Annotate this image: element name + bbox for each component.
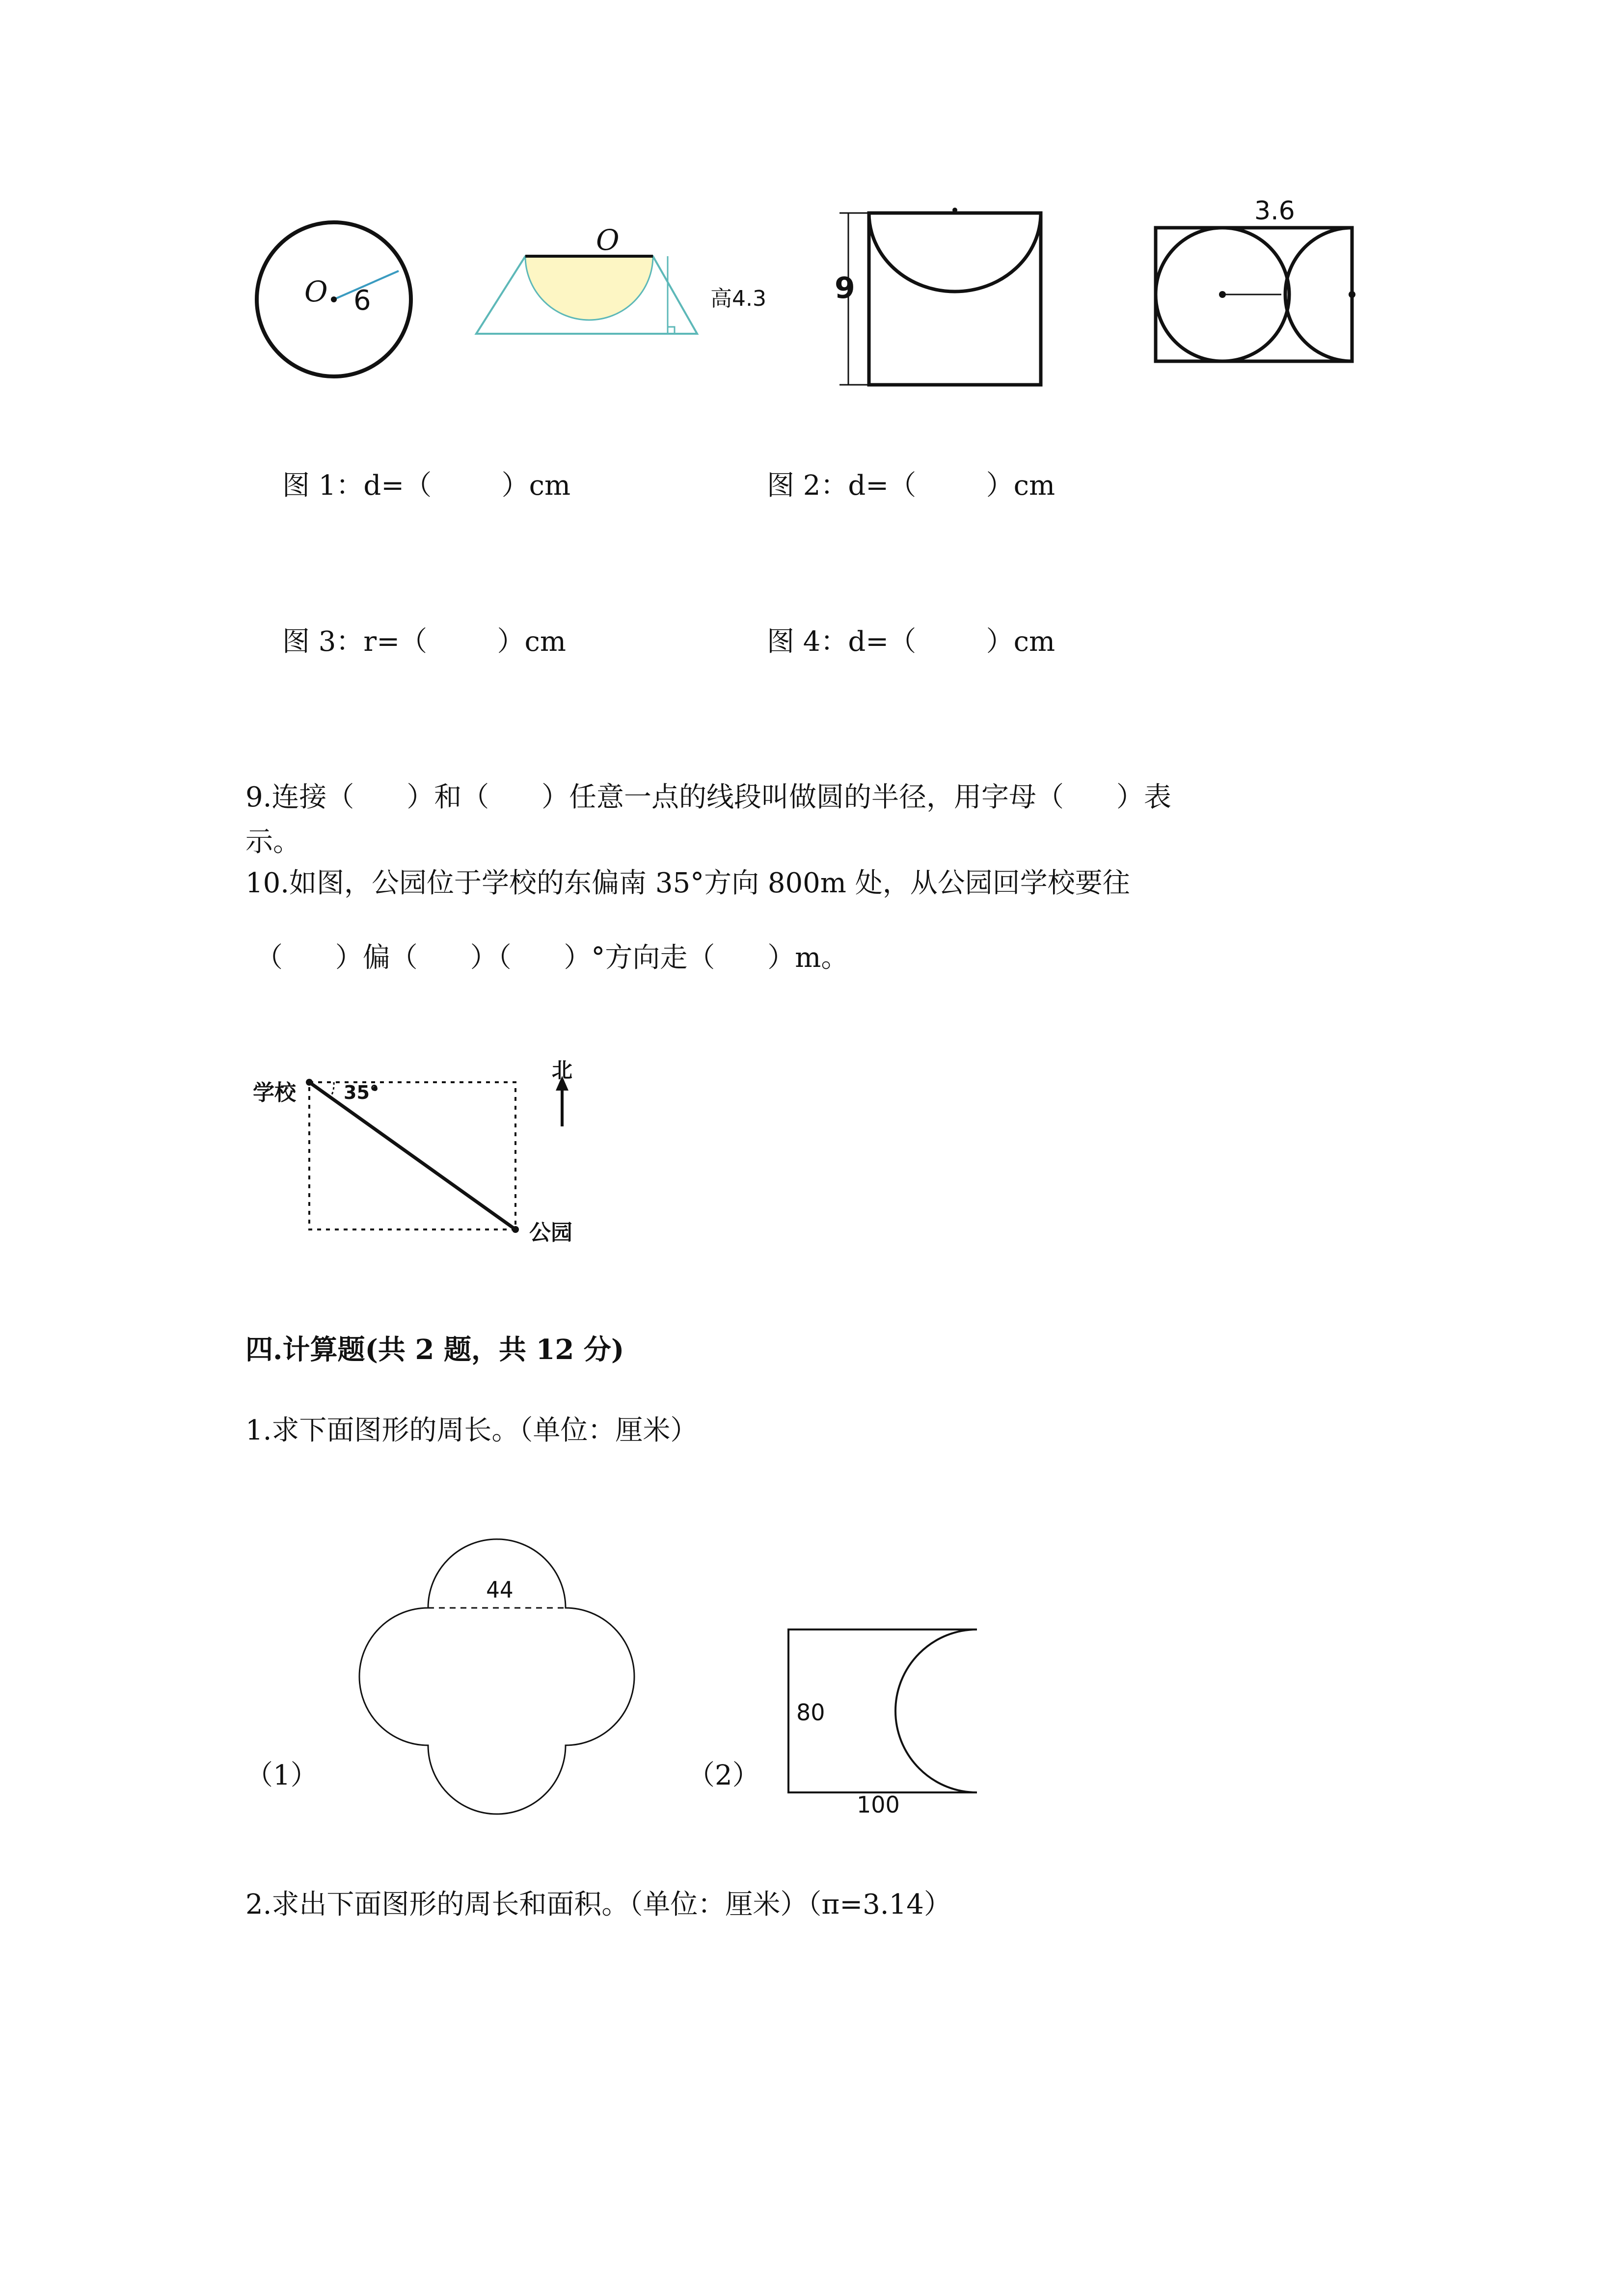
- calc-figure-2-tag: （2）: [687, 1760, 760, 1791]
- question-9-line1: 9.连接（ ）和（ ）任意一点的线段叫做圆的半径，用字母（ ）表: [245, 781, 1171, 813]
- calc-figure-2-side-label: 80: [796, 1699, 825, 1726]
- fig3-side-label: 9: [835, 271, 855, 305]
- park-dot: [512, 1226, 519, 1233]
- square-outline: [869, 213, 1041, 385]
- calc-figure-1-tag: （1）: [245, 1760, 318, 1791]
- figure-4-rectangle: [1149, 221, 1365, 363]
- right-angle-mark: [668, 327, 675, 334]
- fig2-top-label: O: [596, 223, 620, 257]
- section-4-heading: 四.计算题(共 2 题，共 12 分): [245, 1334, 624, 1366]
- section-4-question-2: 2.求出下面图形的周长和面积。（单位：厘米）（π=3.14）: [245, 1889, 951, 1921]
- school-dot: [306, 1079, 313, 1086]
- edge-dot: [1349, 291, 1355, 298]
- center-dot: [331, 296, 337, 302]
- figure-2-trapezoid: [471, 245, 727, 344]
- calc-figure-2-bottom-label: 100: [857, 1791, 900, 1818]
- top-dot: [952, 208, 957, 213]
- center-dot: [1219, 291, 1226, 298]
- right-arc: [1285, 228, 1352, 361]
- fill-line-fig4: 图 4：d=（ ）cm: [767, 626, 1056, 658]
- question-9-line2: 示。: [245, 826, 300, 858]
- angle-label: 35°: [344, 1082, 379, 1103]
- fill-line-fig3: 图 3：r=（ ）cm: [282, 626, 566, 658]
- park-label: 公园: [529, 1220, 572, 1245]
- section-4-question-1: 1.求下面图形的周长。（单位：厘米）: [245, 1415, 698, 1446]
- fig4-top-label: 3.6: [1254, 196, 1295, 226]
- fig1-center-label: O: [304, 275, 328, 308]
- fig2-height-label: 高4.3: [710, 286, 766, 311]
- calc-figure-1-label: 44: [486, 1576, 514, 1603]
- semicircle-fill: [525, 256, 653, 320]
- direction-line: [309, 1082, 515, 1229]
- fill-line-fig1: 图 1：d=（ ）cm: [282, 470, 571, 502]
- fig1-radius-label: 6: [353, 285, 371, 317]
- figure-3-square: [830, 201, 1051, 388]
- school-label: 学校: [253, 1080, 296, 1105]
- north-label: 北: [552, 1058, 573, 1082]
- semicircle-arc: [869, 213, 1041, 292]
- question-10-line1: 10.如图，公园位于学校的东偏南 35°方向 800m 处，从公园回学校要往: [245, 867, 1130, 899]
- figure-1-circle: [245, 211, 422, 388]
- fill-line-fig2: 图 2：d=（ ）cm: [767, 470, 1056, 502]
- question-10-line2: （ ）偏（ ）（ ）°方向走（ ）m。: [255, 942, 849, 974]
